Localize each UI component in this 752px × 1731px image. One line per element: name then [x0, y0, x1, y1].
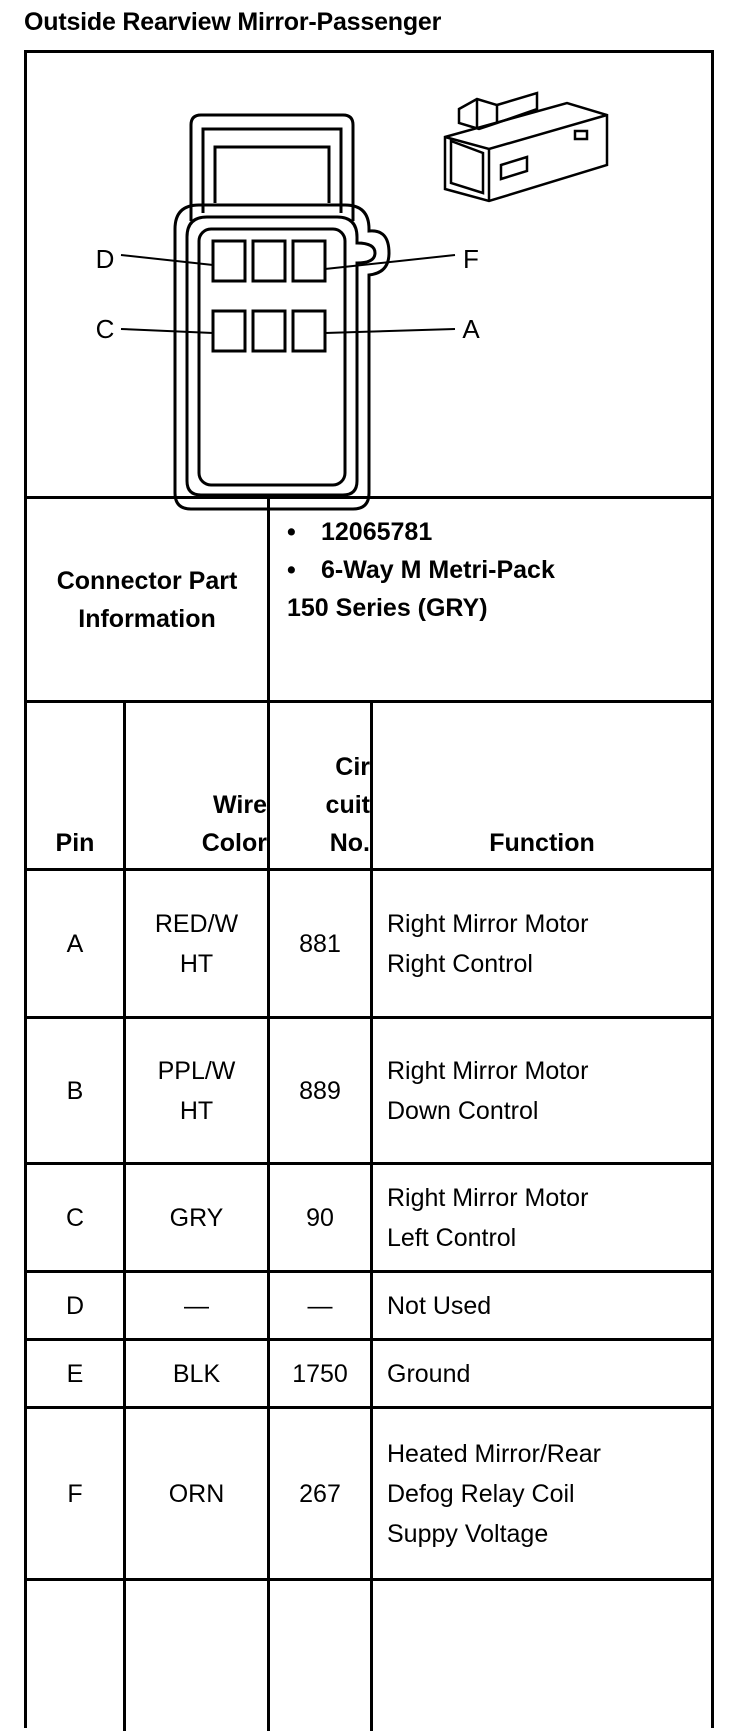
connector-description-line1: 6-Way M Metri-Pack	[321, 556, 555, 584]
table-cell-pin: D	[65, 1291, 85, 1320]
wire-line1: RED/W	[154, 909, 239, 938]
divider	[27, 1578, 711, 1581]
table-cell-function	[373, 1019, 711, 1162]
table-cell-pin: F	[67, 1479, 83, 1508]
function-line3: Suppy Voltage	[387, 1519, 549, 1548]
table-cell-function	[373, 1409, 711, 1578]
function-line2: Down Control	[387, 1096, 539, 1125]
function-line2: Right Control	[387, 949, 533, 978]
table-cell-circuit: 90	[306, 1203, 334, 1232]
table-cell-circuit: 889	[299, 1076, 341, 1105]
function-line1: Right Mirror Motor	[387, 909, 589, 938]
bullet: •	[287, 556, 296, 584]
table-cell-function: Ground	[387, 1359, 471, 1388]
table-cell-wire: —	[184, 1291, 209, 1320]
table-cell-wire: BLK	[172, 1359, 221, 1388]
pin-callout-d: D	[95, 244, 115, 274]
table-cell-wire	[126, 871, 267, 1016]
wire-line1: PPL/W	[157, 1056, 236, 1085]
connector-part-label-line2: Information	[78, 604, 216, 633]
header-function: Function	[489, 829, 595, 857]
wire-line2: HT	[179, 949, 214, 978]
table-cell-circuit: —	[307, 1291, 333, 1320]
table-cell-pin: C	[65, 1203, 85, 1232]
table-cell-wire: ORN	[168, 1479, 225, 1508]
header-circuit-line3: No.	[329, 829, 370, 857]
header-wire-line2: Color	[201, 829, 267, 857]
function-line1: Right Mirror Motor	[387, 1183, 589, 1212]
table-cell-circuit: 881	[299, 929, 341, 958]
connector-diagram	[27, 53, 711, 547]
table-cell-function	[373, 871, 711, 1016]
table-cell-pin: E	[66, 1359, 84, 1388]
pin-callout-f: F	[463, 244, 479, 274]
table-cell-pin: A	[66, 929, 84, 958]
pinout-table-frame	[24, 50, 714, 1728]
function-line2: Left Control	[387, 1223, 517, 1252]
function-line2: Defog Relay Coil	[387, 1479, 575, 1508]
header-wire-line1: Wire	[213, 791, 267, 819]
header-circuit-no	[270, 703, 370, 868]
pin-callout-a: A	[462, 314, 480, 344]
header-wire-color	[126, 703, 267, 868]
table-cell-wire: GRY	[169, 1203, 224, 1232]
connector-description-line2: 150 Series (GRY)	[287, 594, 488, 622]
header-circuit-line2: cuit	[325, 791, 370, 819]
header-pin: Pin	[55, 829, 95, 857]
connector-part-info	[287, 513, 555, 627]
part-number: 12065781	[321, 518, 433, 546]
table-cell-wire	[126, 1019, 267, 1162]
pin-callout-c: C	[95, 314, 115, 344]
page-title: Outside Rearview Mirror-Passenger	[24, 8, 442, 36]
bullet: •	[287, 518, 296, 546]
table-cell-function: Not Used	[387, 1291, 492, 1320]
table-cell-circuit: 267	[299, 1479, 341, 1508]
table-cell-circuit: 1750	[292, 1359, 348, 1388]
function-line1: Right Mirror Motor	[387, 1056, 589, 1085]
function-line1: Heated Mirror/Rear	[387, 1439, 601, 1468]
wire-line2: HT	[179, 1096, 214, 1125]
table-cell-function	[373, 1165, 711, 1270]
connector-part-label-line1: Connector Part	[56, 566, 238, 595]
header-circuit-line1: Cir	[335, 753, 370, 781]
connector-part-label	[27, 499, 267, 700]
table-cell-pin: B	[66, 1076, 84, 1105]
